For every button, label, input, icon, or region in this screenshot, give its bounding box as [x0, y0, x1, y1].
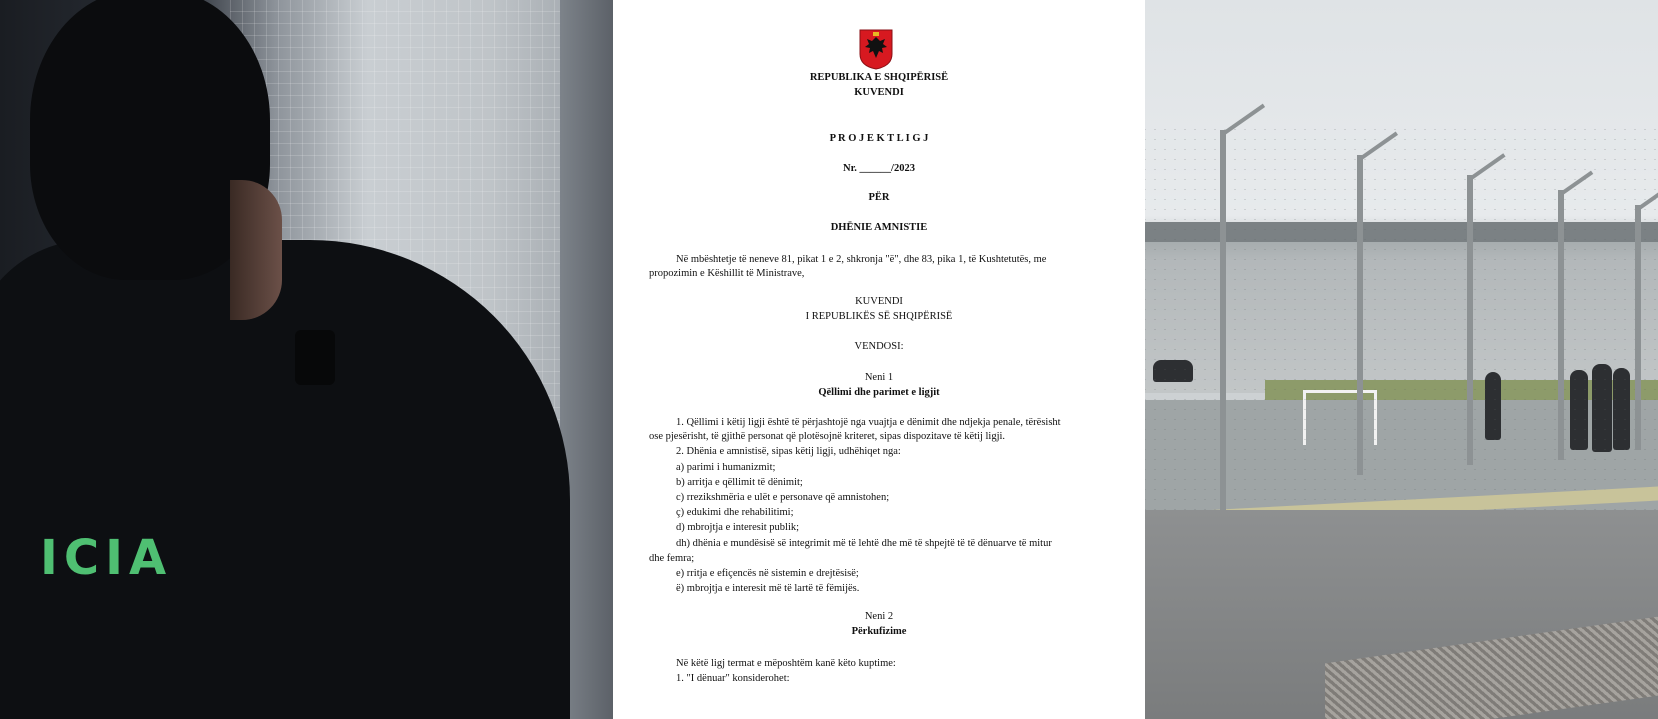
list-item: dh) dhënia e mundësisë së integrimit më të lehtë dhe më të shpejtë të të dënuarve të mitur — [676, 538, 1052, 549]
article-paragraph: ose pjesërisht, të gjithë personat që plotësojnë kriteret, sipas dispozitave të këtij ligji. — [649, 431, 1006, 442]
preamble-line: propozimin e Këshillit të Ministrave, — [649, 268, 805, 279]
law-document — [613, 0, 1145, 719]
article-title: Qëllimi dhe parimet e ligjit — [818, 387, 940, 398]
fence-post — [1467, 175, 1473, 465]
radio-icon — [295, 330, 335, 385]
fence-post — [1220, 130, 1226, 510]
fence-post — [1558, 190, 1564, 460]
article-number: Neni 2 — [864, 611, 894, 622]
fence-post — [1635, 205, 1641, 450]
list-item: ë) mbrojtja e interesit më të lartë të fëmijës. — [676, 583, 860, 594]
prison-yard-photo — [1145, 0, 1658, 719]
preamble-line: Në mbështetje të neneve 81, pikat 1 e 2, shkronja "ë", dhe 83, pika 1, të Kushtetutës, me — [676, 254, 1047, 265]
document-title: DHËNIE AMNISTIE — [830, 222, 928, 233]
list-item: dhe femra; — [649, 553, 695, 564]
article-title: Përkufizime — [851, 626, 907, 637]
document-number: Nr. ______/2023 — [843, 163, 915, 174]
officer-face — [230, 180, 282, 320]
police-officer-photo — [0, 0, 613, 719]
header-republic: REPUBLIKA E SHQIPËRISË — [809, 72, 949, 83]
albanian-coat-of-arms-icon — [858, 28, 894, 70]
header-assembly: KUVENDI — [854, 87, 904, 98]
officer-silhouette — [0, 240, 570, 719]
assembly-label: KUVENDI — [855, 296, 903, 307]
article-paragraph: 1. Qëllimi i këtij ligji është të përjashtojë nga vuajtja e dënimit dhe ndjekja penale, tërësisht — [676, 417, 1061, 428]
article-number: Neni 1 — [864, 372, 894, 383]
list-item: ç) edukimi dhe rehabilitimi; — [676, 507, 794, 518]
assembly-republic-label: I REPUBLIKËS SË SHQIPËRISË — [805, 311, 953, 322]
article-paragraph: Në këtë ligj termat e mëposhtëm kanë këto kuptime: — [676, 658, 896, 669]
list-item: b) arritja e qëllimit të dënimit; — [676, 477, 803, 488]
document-type: P R O J E K T L I G J — [829, 133, 929, 144]
fence-post — [1357, 155, 1363, 475]
list-item: e) rritja e efiçencës në sistemin e drejtësisë; — [676, 568, 859, 579]
per-label: PËR — [868, 192, 890, 203]
article-paragraph: 2. Dhënia e amnistisë, sipas këtij ligji, udhëhiqet nga: — [676, 446, 901, 457]
list-item: d) mbrojtja e interesit publik; — [676, 522, 800, 533]
decides-label: VENDOSI: — [854, 341, 904, 352]
list-item: a) parimi i humanizmit; — [676, 462, 776, 473]
jacket-lettering: ICIA — [40, 530, 173, 586]
list-item: c) rrezikshmëria e ulët e personave që amnistohen; — [676, 492, 890, 503]
list-item: 1. "I dënuar" konsiderohet: — [676, 673, 790, 684]
